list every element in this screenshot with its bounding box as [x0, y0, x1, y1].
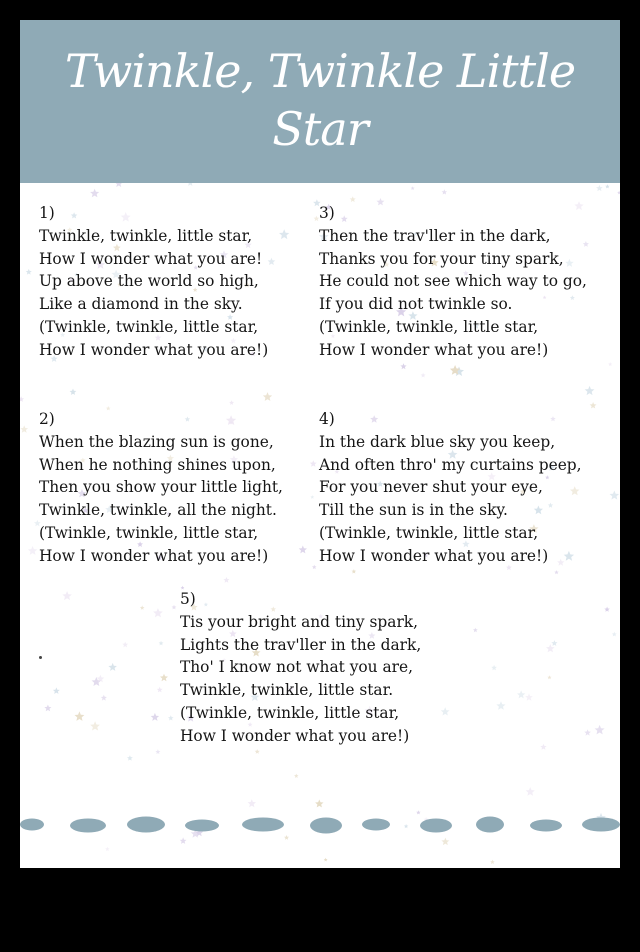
star-decoration [20, 425, 28, 432]
divider-dash [20, 819, 44, 831]
star-decoration [115, 183, 123, 187]
verse-line: Twinkle, twinkle, little star, [39, 226, 253, 245]
divider-dash [420, 819, 452, 833]
star-decoration [584, 729, 591, 735]
star-decoration [324, 858, 328, 862]
verse-number: 4) [319, 410, 335, 428]
verse-line: Till the sun is in the sky. [319, 501, 508, 520]
verse-line: He could not see which way to go, [319, 272, 587, 291]
star-decoration [551, 640, 557, 646]
verse-4 [319, 408, 582, 568]
verse-line: If you did not twinkle so. [319, 295, 513, 314]
star-decoration [400, 363, 406, 369]
verse-line: How I wonder what you are! [39, 249, 263, 268]
star-decoration [411, 186, 415, 190]
star-decoration [585, 386, 595, 395]
dashed-divider [20, 810, 620, 840]
verse-line: How I wonder what you are!) [319, 546, 549, 565]
star-decoration [62, 591, 71, 600]
verse-line: Thanks you for your tiny spark, [319, 249, 564, 268]
star-decoration [157, 687, 163, 693]
verse-number: 1) [39, 204, 55, 222]
star-decoration [595, 725, 605, 735]
verse-line: When he nothing shines upon, [39, 455, 276, 474]
star-decoration [44, 705, 51, 712]
star-decoration [547, 675, 551, 679]
star-decoration [28, 546, 37, 555]
divider-dash [362, 819, 390, 831]
star-decoration [612, 632, 617, 637]
divider-dash [127, 817, 165, 833]
verse-2 [39, 408, 283, 568]
verse-line: How I wonder what you are!) [319, 340, 549, 359]
star-decoration [315, 800, 323, 808]
star-decoration [229, 400, 234, 405]
star-decoration [20, 396, 24, 402]
star-decoration [540, 744, 546, 750]
star-decoration [517, 690, 525, 698]
star-decoration [441, 707, 450, 715]
star-decoration [70, 389, 77, 395]
verse-line: How I wonder what you are!) [39, 546, 269, 565]
verse-line: (Twinkle, twinkle, little star, [319, 317, 539, 336]
verse-line: Twinkle, twinkle, all the night. [39, 501, 277, 520]
page-title [20, 42, 620, 158]
star-decoration [312, 565, 317, 569]
verse-line: In the dark blue sky you keep, [319, 432, 556, 451]
divider-dash [70, 819, 106, 833]
star-decoration [294, 774, 299, 778]
star-decoration [255, 749, 260, 754]
star-decoration [490, 860, 495, 864]
verse-line: When the blazing sun is gone, [39, 432, 274, 451]
verse-line: (Twinkle, twinkle, little star, [39, 523, 259, 542]
divider-dash [476, 817, 504, 833]
verse-line: Like a diamond in the sky. [39, 295, 243, 314]
star-decoration [604, 607, 610, 612]
star-decoration [268, 258, 276, 265]
star-decoration [279, 229, 289, 239]
divider-dash [530, 820, 562, 832]
title-line-2: Star [272, 102, 368, 156]
star-decoration [159, 641, 164, 646]
star-decoration [153, 608, 163, 617]
star-decoration [90, 721, 100, 730]
star-decoration [75, 711, 85, 721]
star-decoration [473, 628, 478, 633]
star-decoration [140, 605, 145, 609]
star-decoration [310, 460, 317, 467]
star-decoration [554, 570, 558, 574]
verse-3 [319, 202, 587, 362]
verse-line: Lights the trav'ller in the dark, [180, 635, 422, 654]
divider-dash [310, 818, 342, 834]
star-decoration [491, 665, 497, 670]
verse-line: (Twinkle, twinkle, little star, [319, 523, 539, 542]
stray-dot [39, 656, 42, 659]
song-sheet [20, 20, 620, 868]
verse-line: Up above the world so high, [39, 272, 259, 291]
star-decoration [26, 269, 32, 275]
verse-line: Tis your bright and tiny spark, [180, 612, 419, 631]
star-decoration [421, 373, 426, 378]
star-decoration [610, 491, 620, 500]
verse-line: And often thro' my curtains peep, [319, 455, 582, 474]
star-decoration [299, 546, 307, 554]
star-decoration [101, 695, 107, 701]
verse-number: 3) [319, 204, 335, 222]
star-decoration [127, 755, 133, 760]
star-decoration [263, 392, 272, 401]
verse-line: Then the trav'ller in the dark, [319, 226, 551, 245]
star-decoration [122, 642, 128, 648]
star-decoration [596, 185, 603, 191]
verse-line: Twinkle, twinkle, little star. [180, 681, 394, 700]
star-decoration [155, 749, 160, 754]
verse-1 [39, 202, 268, 362]
verse-line: (Twinkle, twinkle, little star, [180, 703, 400, 722]
star-decoration [608, 362, 612, 366]
divider-dash [242, 818, 284, 832]
verse-number: 5) [180, 590, 196, 608]
title-banner [20, 20, 620, 183]
verse-line: Then you show your little light, [39, 478, 283, 497]
star-decoration [248, 799, 256, 807]
divider-dash [582, 818, 620, 832]
star-decoration [496, 701, 505, 710]
star-decoration [105, 847, 109, 851]
verse-line: For you never shut your eye, [319, 478, 543, 497]
star-decoration [187, 183, 194, 186]
star-decoration [525, 694, 533, 701]
star-decoration [151, 713, 159, 721]
verse-number: 2) [39, 410, 55, 428]
star-decoration [53, 687, 60, 694]
verse-line: Tho' I know not what you are, [180, 658, 414, 677]
verse-line: How I wonder what you are!) [39, 340, 269, 359]
star-decoration [168, 715, 174, 720]
star-decoration [223, 577, 229, 583]
star-decoration [617, 191, 620, 195]
star-decoration [605, 184, 609, 188]
divider-dash [185, 820, 219, 832]
star-decoration [172, 605, 177, 610]
star-decoration [352, 569, 357, 573]
verse-line: How I wonder what you are!) [180, 726, 410, 745]
star-decoration [108, 663, 117, 671]
title-line-1: Twinkle, Twinkle Little [64, 44, 576, 98]
star-decoration [526, 787, 535, 796]
star-decoration [590, 402, 597, 408]
star-decoration [160, 674, 168, 682]
verse-line: (Twinkle, twinkle, little star, [39, 317, 259, 336]
star-decoration [310, 495, 314, 499]
verse-5 [180, 588, 421, 748]
star-decoration [90, 189, 99, 198]
star-decoration [442, 189, 447, 194]
